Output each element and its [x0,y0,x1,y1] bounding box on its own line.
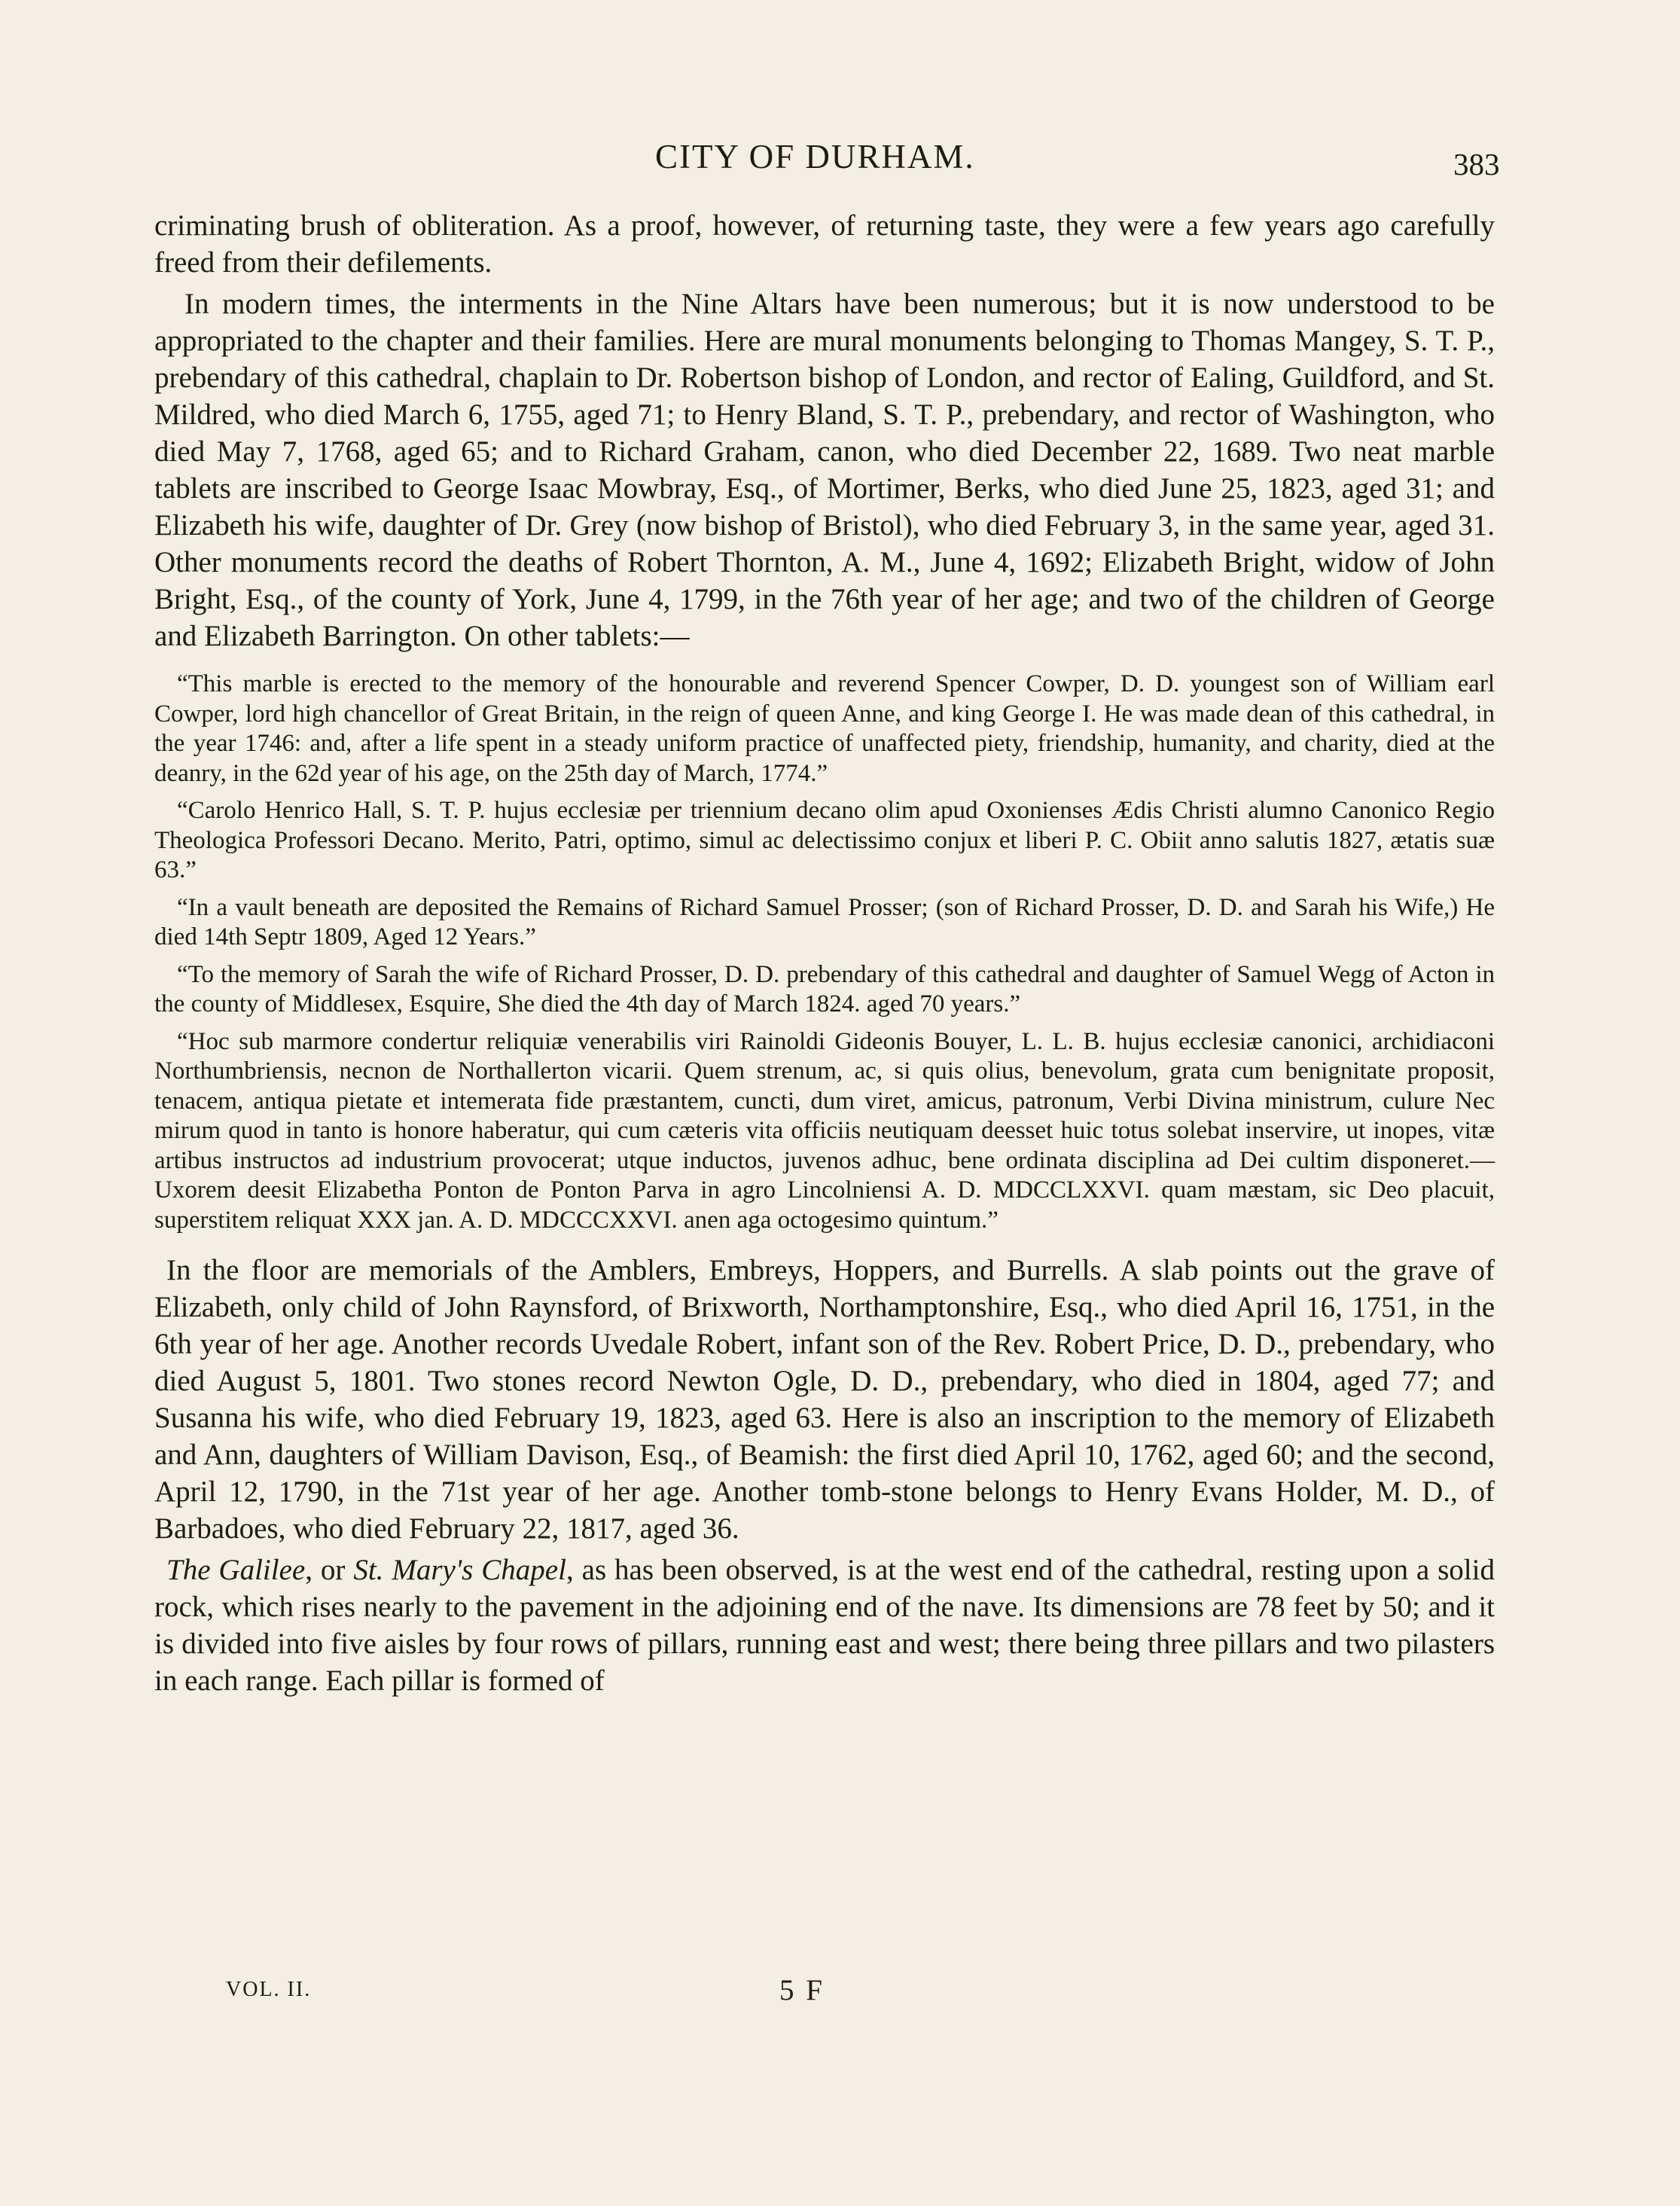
inscription-cowper: “This marble is erected to the memory of the honourable and reverend Spencer Cowper, D. D. youngest son of William earl Cowper, lord high chancellor of Great Britain, in the reign of queen Anne, and king George I. He was made dean of this cathedral, in the year 1746: and, after a life spent in a steady uniform practice of unaffected piety, friendship, humanity, and charity, died at the deanry, in the 62d year of his age, on the 25th day of March, 1774.” [154,670,1495,787]
paragraph-floor-memorials: In the floor are memorials of the Amblers, Embreys, Hoppers, and Burrells. A slab points out the grave of Elizabeth, only child of John Raynsford, of Brixworth, Northamptonshire, Esq., who died April 16, 1751, in the 6th year of her age. Another records Uvedale Robert, infant son of the Rev. Robert Price, D. D., prebendary, who died August 5, 1801. Two stones record Newton Ogle, D. D., prebendary, who died in 1804, aged 77; and Susanna his wife, who died February 19, 1823, aged 63. Here is also an inscription to the memory of Elizabeth and Ann, daughters of William Davison, Esq., of Beamish: the first died April 10, 1762, aged 60; and the second, April 12, 1790, in the 71st year of her age. Another tomb-stone belongs to Henry Evans Holder, M. D., of Barbadoes, who died February 22, 1817, aged 36. [154,1254,1495,1545]
page-number: 383 [1453,147,1500,182]
paragraph-continuation: criminating brush of obliteration. As a proof, however, of returning taste, they were a few years ago carefully freed from their defilements. [154,209,1495,279]
galilee-term: The Galilee [166,1554,306,1586]
running-head [0,128,1680,188]
inscription-bouyer: “Hoc sub marmore condertur reliquiæ venerabilis viri Rainoldi Gideonis Bouyer, L. L. B. hujus ecclesiæ canonici, archidiaconi Northumbriensis, necnon de Northallerton vicarii. Quem strenum, ac, si quis olius, benevolum, grata cum benignitate proposit, tenacem, antiqua pietate et intemerata fide præstantem, cuncti, dum viret, amicus, patronum, Verbi Divina ministrum, culure Nec mirum quod in tanto is honore haberatur, qui cum cæteris vita officiis neutiquam deesset huic totus solebat inservire, ut inopes, vitæ artibus instructos ad industrium provocerat; utque inductos, juvenos adhuc, bene ordinata disciplina ad Dei cultim disponeret.—Uxorem deesit Elizabetha Ponton de Ponton Parva in agro Lincolniensi A. D. MDCCLXXVI. quam mæstam, sic Deo placuit, superstitem reliquat XXX jan. A. D. MDCCCXXVI. anen aga octogesimo quintum.” [154,1027,1495,1234]
signature-mark: 5 F [779,1974,825,2006]
galilee-description: , as has been observed, is at the west end of the cathedral, resting upon a solid rock, which rises nearly to the pavement in the adjoining end of the nave. Its dimensions are 78 feet by 50; and it is divided into five aisles by four rows of pillars, running east and west; there being three pillars and two pilasters in each range. Each pillar is formed of [154,1554,1495,1697]
page-footer [0,1973,1680,2018]
paragraph-nine-altars: In modern times, the interments in the Nine Altars have been numerous; but it is now understood to be appropriated to the chapter and their families. Here are mural monuments belonging to Thomas Mangey, S. T. P., prebendary of this cathedral, chaplain to Dr. Robertson bishop of London, and rector of Ealing, Guildford, and St. Mildred, who died March 6, 1755, aged 71; to Henry Bland, S. T. P., prebendary, and rector of Washington, who died May 7, 1768, aged 65; and to Richard Graham, canon, who died December 22, 1689. Two neat marble tablets are inscribed to George Isaac Mowbray, Esq., of Mortimer, Berks, who died June 25, 1823, aged 31; and Elizabeth his wife, daughter of Dr. Grey (now bishop of Bristol), who died February 3, in the same year, aged 31. Other monuments record the deaths of Robert Thornton, A. M., June 4, 1692; Elizabeth Bright, widow of John Bright, Esq., of the county of York, June 4, 1799, in the 76th year of her age; and two of the children of George and Elizabeth Barrington. On other tablets:— [154,288,1495,652]
paragraph-galilee [154,1552,1495,1699]
volume-label: VOL. II. [226,1978,312,2001]
inscription-sarah-prosser: “To the memory of Sarah the wife of Richard Prosser, D. D. prebendary of this cathedral and daughter of Samuel Wegg of Acton in the county of Middlesex, Esquire, She died the 4th day of March 1824. aged 70 years.” [154,960,1495,1018]
galilee-connector: , or [305,1554,354,1586]
inscription-prosser-son: “In a vault beneath are deposited the Remains of Richard Samuel Prosser; (son of Richard Prosser, D. D. and Sarah his Wife,) He died 14th Septr 1809, Aged 12 Years.” [154,893,1495,950]
tablet-inscriptions [154,670,1495,1235]
inscription-hall: “Carolo Henrico Hall, S. T. P. hujus ecclesiæ per triennium decano olim apud Oxonienses Ædis Christi alumno Canonico Regio Theologica Professori Decano. Merito, Patri, optimo, simul ac delectissimo conjux et liberi P. C. Obiit anno salutis 1827, ætatis suæ 63.” [154,797,1495,883]
st-marys-chapel-term: St. Mary's Chapel [353,1554,566,1586]
page-title: CITY OF DURHAM. [655,138,975,175]
main-text [154,207,1495,1704]
